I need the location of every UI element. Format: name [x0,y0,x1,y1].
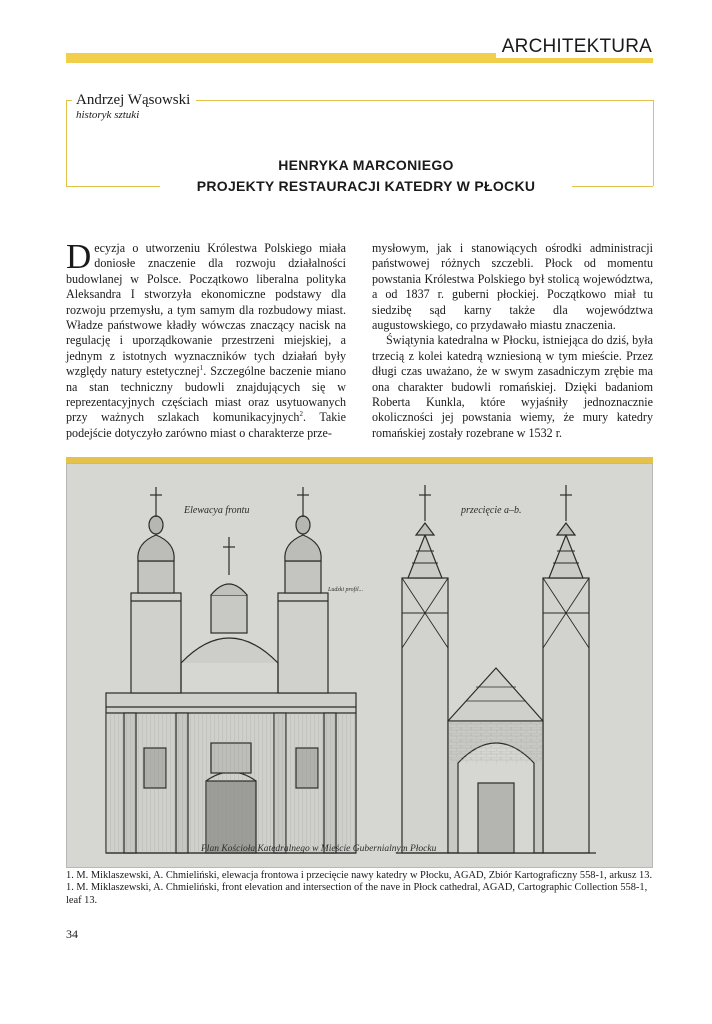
cathedral-drawing-svg [66,463,653,868]
paragraph-1-text-c: . Takie podejście dotyczyło zarówno miast o charakterze prze- [66,410,347,440]
paragraph-3: Świątynia katedralna w Płocku, istniejąca do dziś, była trzecią z kolei katedrą wzniesioną w tym mieście. Przez długi czas uważano, że w swym zasadniczym zrębie ma ona charakter budowli romańskiej. Dzięki badaniom Roberta Kunkla, które wyjaśniły jednoznacznie okoliczności jej powstania wiemy, że mury katedry romańskiej zostały rozebrane w 1532 r. [372,333,653,440]
label-front-elevation: Elewacya frontu [184,505,250,516]
body-column-right [372,241,653,441]
paragraph-1-text-b: . Szczególne baczenie miano na stan techniczny budowli znajdujących się w reprezentacyjnych częściach miast oraz usytuowanych przy ważnych szlakach komunikacyjnych [66,364,346,425]
caption-english: 1. M. Miklaszewski, A. Chmieliński, front elevation and intersection of the nave in Płock cathedral, AGAD, Cartographic Collection 558-1, leaf 13. [66,882,648,906]
paragraph-1-text-a: ecyzja o utworzeniu Królestwa Polskiego miała doniosłe znaczenie dla rozwoju działalności budowlanej w Polsce. Początkowo liberalna polityka Aleksandra I stworzyła ekonomiczne podstawy dla rozwoju przemysłu, a tym samym dla rozbudowy miast. Władze państwowe kładły wówczas znaczący nacisk na regulację i uporządkowanie przestrzeni miejskiej, a jednym z istotnych wyznaczników tych działań były względy natury estetycznej [66,241,346,379]
label-profile: Ludzki profil... [328,587,364,593]
author-name: Andrzej Wąsowski [76,92,191,108]
cathedral-drawing [66,463,653,868]
section-bricks [448,721,543,763]
body-column-left [66,237,347,441]
paragraph-2: mysłowym, jak i stanowiących ośrodki administracji państwowej różnych szczebli. Płock od momentu powstania Królestwa Polskiego był stolicą województwa, a od 1837 r. guberni płockiej. Początkowo miał tu siedzibę sąd karny także dla województwa augustowskiego, co przydawało miastu znaczenia. [372,241,653,333]
author-block [72,91,196,122]
section-title: ARCHITEKTURA [496,36,654,58]
figure-caption [66,870,653,907]
paragraph-1 [66,237,347,441]
label-plan-title: Plan Kościoła Katedralnego w Mieście Gubernialnym Płocku [201,844,437,854]
title-line-2: PROJEKTY RESTAURACJI KATEDRY W PŁOCKU [196,178,536,194]
label-section: przecięcie a–b. [461,505,522,516]
dropcap: D [66,237,92,276]
footnote-ref-1[interactable]: 1 [199,364,204,373]
footnote-ref-2[interactable]: 2 [299,410,303,419]
title-line-1: HENRYKA MARCONIEGO [278,157,454,173]
page-number: 34 [66,927,78,941]
caption-polish: 1. M. Miklaszewski, A. Chmieliński, elewacja frontowa i przecięcie nawy katedry w Płocku, AGAD, Zbiór Kartograficzny 558-1, arkusz 13. [66,870,653,881]
author-role: historyk sztuki [76,109,140,121]
facade-shading [106,713,356,853]
article-title [160,155,572,197]
